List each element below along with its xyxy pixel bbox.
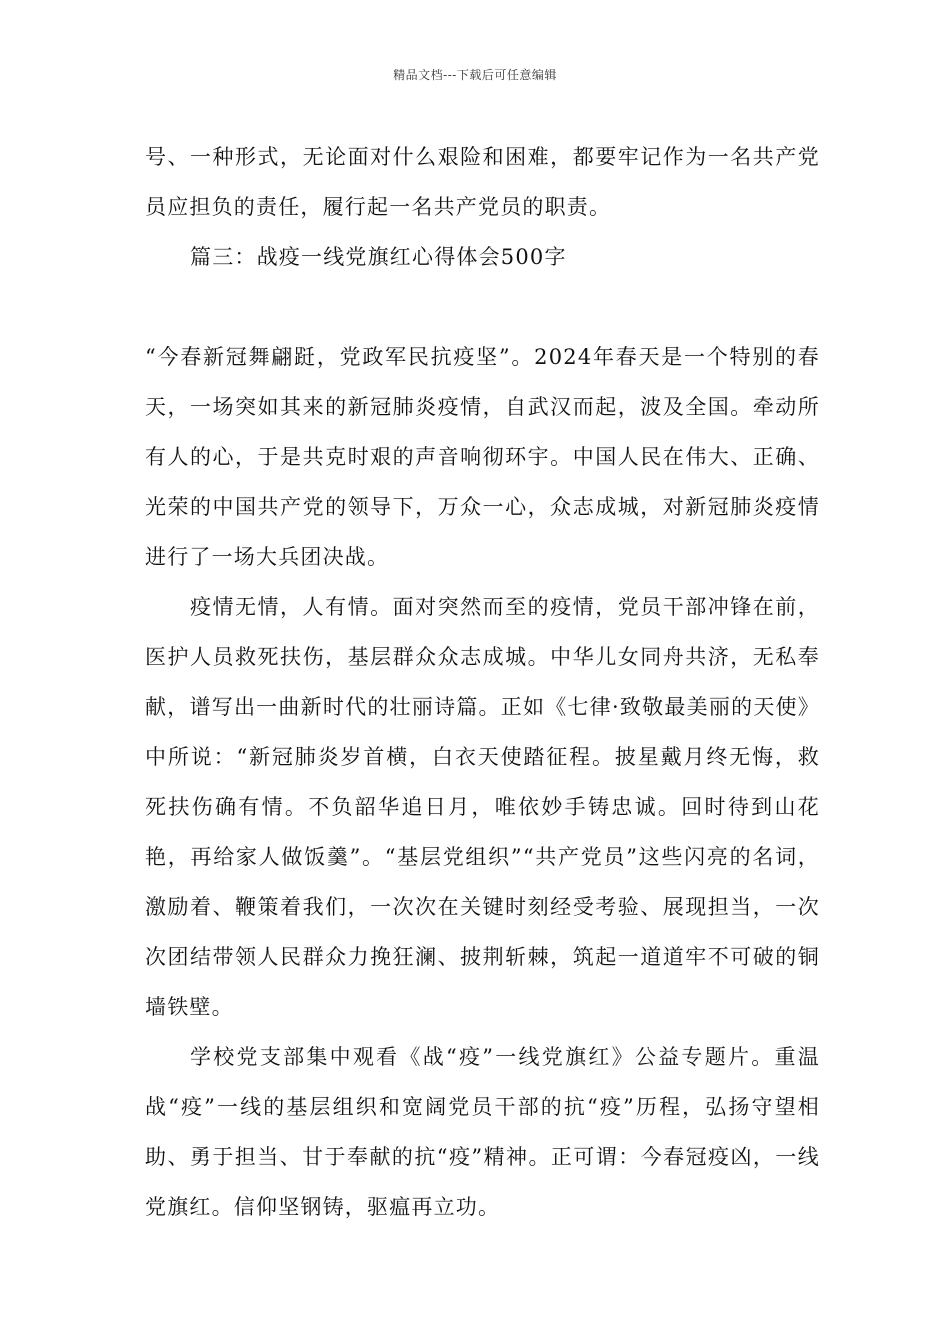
page-header: 精品文档---下载后可任意编辑 — [393, 68, 557, 82]
paragraph-epidemic: 疫情无情，人有情。面对突然而至的疫情，党员干部冲锋在前，医护人员救死扶伤，基层群众众志成城。中华儿女同舟共济，无私奉献，谱写出一曲新时代的壮丽诗篇。正如《七律·致敬最美丽的天使》中所说：“新冠肺炎岁首横，白衣天使踏征程。披星戴月终无悔，救死扶伤确有情。不负韶华追日月，唯依妙手铸忠诚。回时待到山花艳，再给家人做饭羹”。“基层党组织”“共产党员”这些闪亮的名词，激励着、鞭策着我们，一次次在关键时刻经受考验、展现担当，一次次团结带领人民群众力挽狂澜、披荆斩棘，筑起一道道牢不可破的铜墙铁壁。 — [145, 595, 820, 1019]
document-body — [145, 132, 820, 1232]
paragraph-school: 学校党支部集中观看《战“疫”一线党旗红》公益专题片。重温战“疫”一线的基层组织和宽阔党员干部的抗“疫”历程，弘扬守望相助、勇于担当、甘于奉献的抗“疫”精神。正可谓：今春冠疫凶，一线党旗红。信仰坚钢铸，驱瘟再立功。 — [145, 1045, 820, 1219]
paragraph-intro: “今春新冠舞翩跹，党政军民抗疫坚”。2024年春天是一个特别的春天，一场突如其来的新冠肺炎疫情，自武汉而起，波及全国。牵动所有人的心，于是共克时艰的声音响彻环宇。中国人民在伟大、正确、光荣的中国共产党的领导下，万众一心，众志成城，对新冠肺炎疫情进行了一场大兵团决战。 — [145, 345, 820, 569]
paragraph-continuation: 号、一种形式，无论面对什么艰险和困难，都要牢记作为一名共产党员应担负的责任，履行起一名共产党员的职责。 — [145, 145, 820, 219]
blank-line — [145, 282, 820, 332]
section-title: 篇三：战疫一线党旗红心得体会500字 — [190, 245, 567, 269]
